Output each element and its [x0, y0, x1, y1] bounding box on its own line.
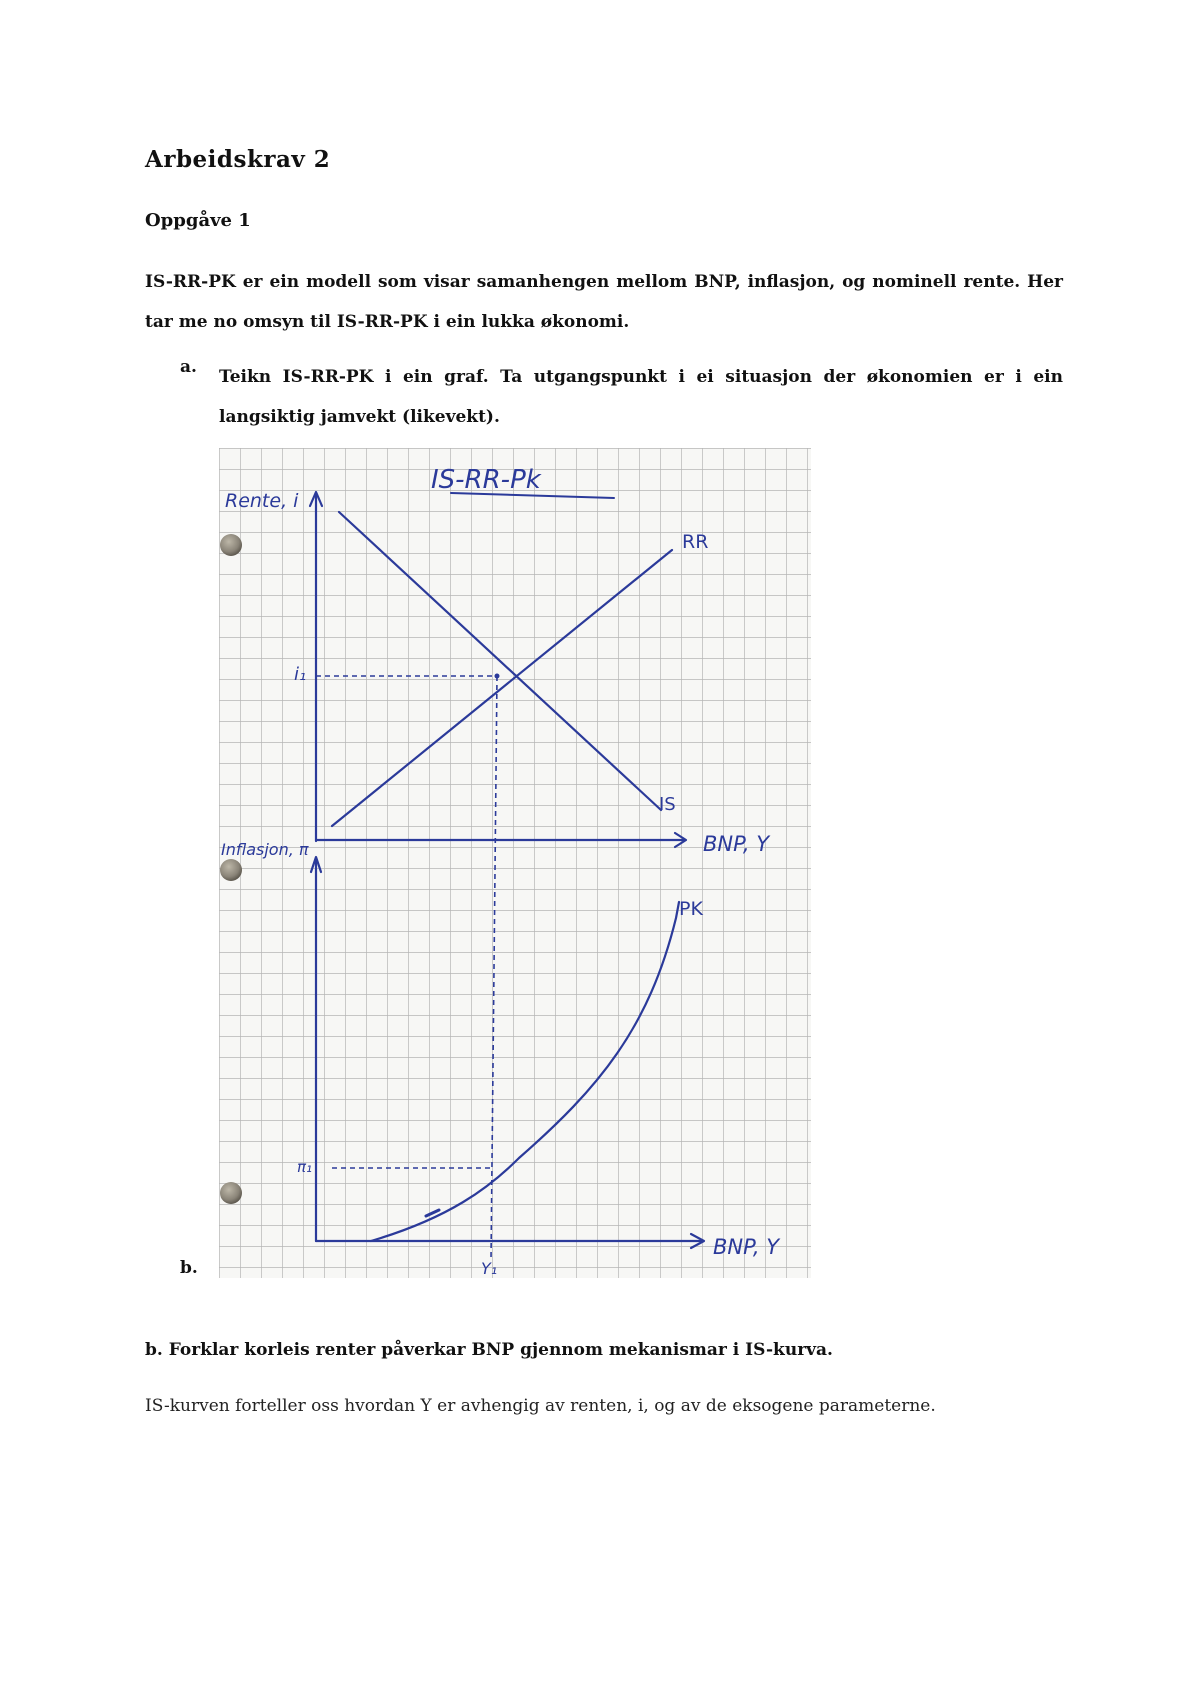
document-title: Arbeidskrav 2 [145, 146, 331, 173]
answer-b-text: IS-kurven forteller oss hvordan Y er avhengig av renten, i, og av de eksogene parameterne. [145, 1396, 936, 1416]
handdrawn-graph-photo [219, 448, 811, 1278]
punch-hole [220, 1182, 242, 1204]
punch-hole [220, 534, 242, 556]
upper-x-axis-label: BNP, Y [703, 832, 770, 856]
i1-label: i₁ [294, 664, 307, 685]
sketch-title: IS-RR-Pk [431, 465, 541, 495]
pk-label: PK [679, 898, 703, 920]
question-b-heading: b. Forklar korleis renter påverkar BNP gjennom mekanismar i IS-kurva. [145, 1340, 833, 1360]
equilibrium-point [495, 674, 500, 679]
inflasjon-axis-label: Inflasjon, π [221, 840, 309, 859]
figure-list-marker: b. [180, 1258, 198, 1278]
is-label: IS [659, 794, 676, 815]
rr-label: RR [682, 531, 709, 553]
rente-axis-label: Rente, i [225, 490, 299, 512]
lower-x-axis-label: BNP, Y [713, 1235, 780, 1259]
intro-paragraph: IS-RR-PK er ein modell som visar samanhengen mellom BNP, inflasjon, og nominell rente. Her tar me no omsyn til IS-RR-PK i ein lukka økonomi. [145, 272, 1063, 332]
section-heading: Oppgåve 1 [145, 210, 251, 231]
y1-label: Y₁ [481, 1259, 498, 1278]
pi1-label: π₁ [297, 1158, 313, 1176]
punch-hole [220, 859, 242, 881]
question-a-marker: a. [180, 357, 197, 377]
question-a-text: Teikn IS-RR-PK i ein graf. Ta utgangspunkt i ei situasjon der økonomien er i ein langsiktig jamvekt (likevekt). [219, 367, 1063, 427]
